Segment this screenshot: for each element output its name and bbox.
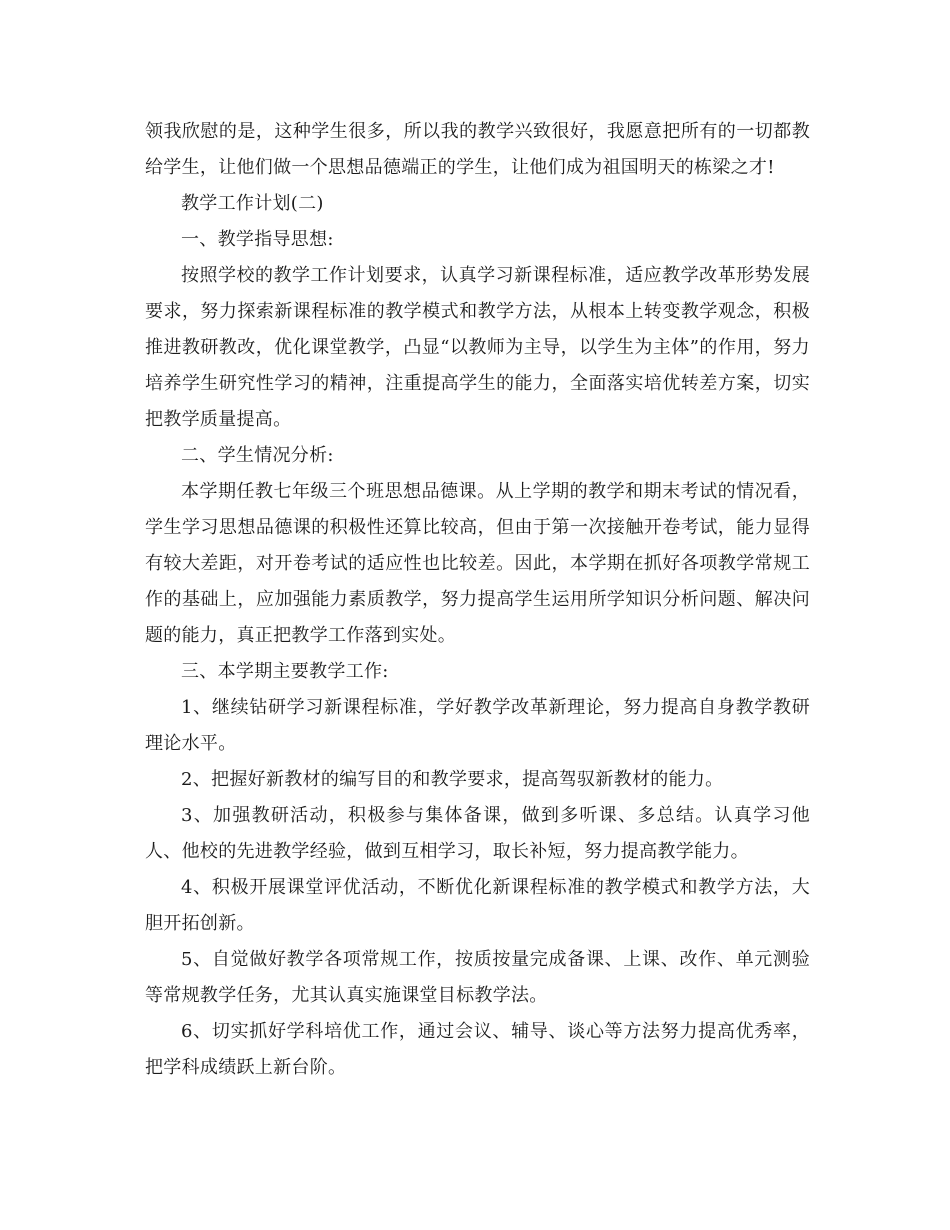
paragraph-intro-continuation: 领我欣慰的是，这种学生很多，所以我的教学兴致很好，我愿意把所有的一切都教给学生，让他们做一个思想品德端正的学生，让他们成为祖国明天的栋梁之才! [145,121,810,178]
list-item-5: 5、自觉做好教学各项常规工作，按质按量完成备课、上课、改作、单元测验等常规教学任务，尤其认真实施课堂目标教学法。 [145,949,810,1006]
list-item-4: 4、积极开展课堂评优活动，不断优化新课程标准的教学模式和教学方法，大胆开拓创新。 [145,877,810,934]
list-item-3: 3、加强教研活动，积极参与集体备课，做到多听课、多总结。认真学习他人、他校的先进教学经验，做到互相学习，取长补短，努力提高教学能力。 [145,805,810,862]
heading-teaching-guideline: 一、教学指导思想: [181,229,334,250]
list-item-2: 2、把握好新教材的编写目的和教学要求，提高驾驭新教材的能力。 [181,769,724,790]
heading-main-work: 三、本学期主要教学工作: [181,661,389,682]
paragraph-teaching-guideline: 按照学校的教学工作计划要求，认真学习新课程标准，适应教学改革形势发展要求，努力探索新课程标准的教学模式和教学方法，从根本上转变教学观念，积极推进教研教改，优化课堂教学，凸显“以教师为主导，以学生为主体”的作用，努力培养学生研究性学习的精神，注重提高学生的能力，全面落实培优转差方案，切实把教学质量提高。 [145,265,810,430]
document-body [145,114,810,1086]
heading-student-analysis: 二、学生情况分析: [181,445,334,466]
list-item-1: 1、继续钻研学习新课程标准，学好教学改革新理论，努力提高自身教学教研理论水平。 [145,697,810,754]
section-title: 教学工作计划(二) [181,193,324,214]
list-item-6: 6、切实抓好学科培优工作，通过会议、辅导、谈心等方法努力提高优秀率，把学科成绩跃上新台阶。 [145,1021,810,1078]
paragraph-student-analysis: 本学期任教七年级三个班思想品德课。从上学期的教学和期末考试的情况看，学生学习思想品德课的积极性还算比较高，但由于第一次接触开卷考试，能力显得有较大差距，对开卷考试的适应性也比较差。因此，本学期在抓好各项教学常规工作的基础上，应加强能力素质教学，努力提高学生运用所学知识分析问题、解决问题的能力，真正把教学工作落到实处。 [145,481,810,646]
